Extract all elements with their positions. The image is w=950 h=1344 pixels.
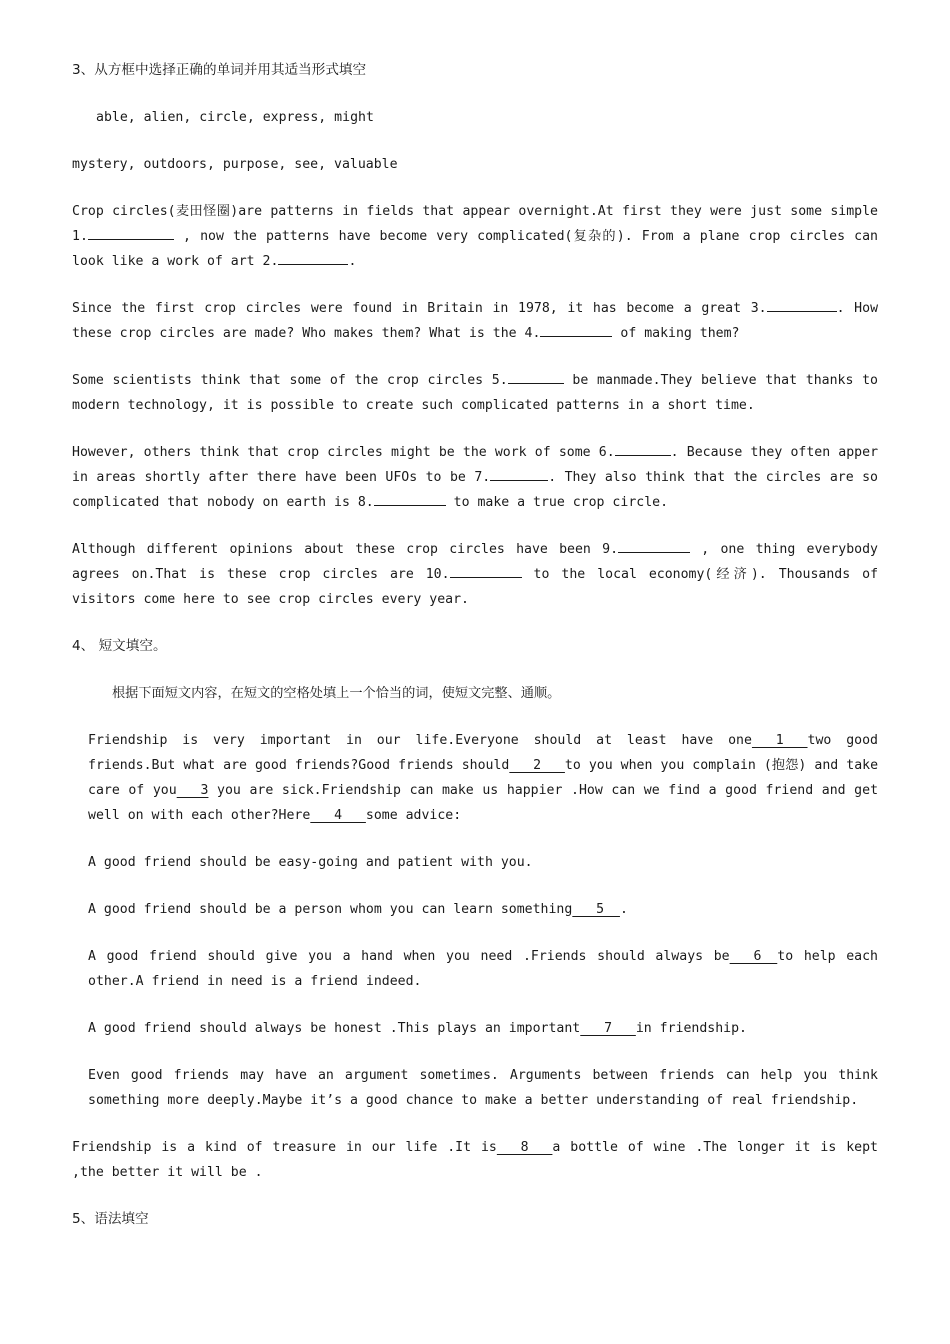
blank-1[interactable]: 1 [751,733,808,748]
text-run: Since the first crop circles were found in Britain in 1978, it has become a great 3. [72,301,767,316]
text-run: some advice: [365,808,462,823]
blank-1[interactable] [88,225,174,240]
blank-3[interactable] [767,297,837,312]
friendship-paragraph-1 [72,728,878,828]
text-run: two good friends.But what are good friends?Good friends should [88,733,878,773]
friendship-paragraph-5 [72,1016,878,1041]
blank-5[interactable] [508,369,564,384]
word-box-line-2: mystery, outdoors, purpose, see, valuable [72,157,398,172]
text-run: be manmade.They believe that thanks to modern technology, it is possible to create such complicated patterns in a short time. [72,373,878,413]
text-run: Friendship is a kind of treasure in our life .It is [72,1140,497,1155]
section-5-title: 5、语法填空 [72,1211,149,1227]
text-run: However, others think that crop circles might be the work of some 6. [72,445,615,460]
text-run: of making them? [612,326,740,341]
text-run: to help each other.A friend in need is a friend indeed. [88,949,878,989]
text-run: a bottle of wine .The longer it is kept ,the better it will be . [72,1140,878,1180]
blank-6[interactable] [615,441,671,456]
text-run: to the local economy(经济). Thousands of visitors come here to see crop circles every year. [72,567,879,607]
blank-5[interactable]: 5 [572,902,620,917]
crop-paragraph-2 [72,296,878,346]
blank-3[interactable]: 3 [176,783,209,798]
text-run: A good friend should be a person whom you can learn something [88,902,573,917]
blank-2[interactable]: 2 [509,758,565,773]
text-run: you are sick.Friendship can make us happier .How can we find a good friend and get well on with each other?Here [88,783,879,823]
blank-8[interactable] [374,491,446,506]
text-run: . [619,902,628,917]
crop-paragraph-4 [72,440,878,515]
blank-8[interactable]: 8 [496,1140,553,1155]
friendship-paragraph-7 [72,1135,878,1185]
text-run: . Because they often apper in areas shortly after there have been UFOs to be 7. [72,445,879,485]
text-run: . How these crop circles are made? Who makes them? What is the 4. [72,301,879,341]
text-run: Crop circles(麦田怪圈)are patterns in fields that appear overnight.At first they were just some simple 1. [72,204,878,244]
friendship-paragraph-3 [72,897,878,922]
text-run: A good friend should give you a hand when you need .Friends should always be [88,949,730,964]
friendship-paragraph-2: A good friend should be easy-going and patient with you. [88,855,533,870]
blank-9[interactable] [618,538,690,553]
text-run: Although different opinions about these crop circles have been 9. [72,542,619,557]
blank-4[interactable]: 4 [310,808,366,823]
text-run: , now the patterns have become very complicated(复杂的). From a plane crop circles can look like a work of art 2. [72,229,878,269]
blank-6[interactable]: 6 [729,949,778,964]
text-run: to you when you complain (抱怨) and take care of you [88,758,879,798]
text-run: , one thing everybody agrees on.That is these crop circles are 10. [72,542,878,582]
text-run: . [348,254,357,269]
blank-7[interactable] [490,466,548,481]
text-run: Friendship is very important in our life.Everyone should at least have one [88,733,752,748]
text-run: . They also think that the circles are so complicated that nobody on earth is 8. [72,470,878,510]
friendship-paragraph-6: Even good friends may have an argument sometimes. Arguments between friends can help you think something more deeply.Maybe it’s a good chance to make a better understanding of real friendship. [88,1068,878,1108]
blank-10[interactable] [450,563,522,578]
crop-paragraph-1 [72,199,878,274]
crop-paragraph-5 [72,537,878,612]
friendship-paragraph-4 [72,944,878,994]
blank-7[interactable]: 7 [580,1021,636,1036]
blank-4[interactable] [540,322,612,337]
text-run: in friendship. [635,1021,747,1036]
section-4-instruction: 根据下面短文内容，在短文的空格处填上一个恰当的词，使短文完整、通顺。 [112,686,561,701]
section-4-title: 4、 短文填空。 [72,638,167,654]
worksheet-page [72,58,878,1254]
text-run: to make a true crop circle. [445,495,669,510]
text-run: Some scientists think that some of the crop circles 5. [72,373,508,388]
word-box-line-1: able, alien, circle, express, might [96,110,374,125]
text-run: A good friend should always be honest .This plays an important [88,1021,581,1036]
crop-paragraph-3 [72,368,878,418]
blank-2[interactable] [278,250,348,265]
section-3-title: 3、从方框中选择正确的单词并用其适当形式填空 [72,62,367,78]
